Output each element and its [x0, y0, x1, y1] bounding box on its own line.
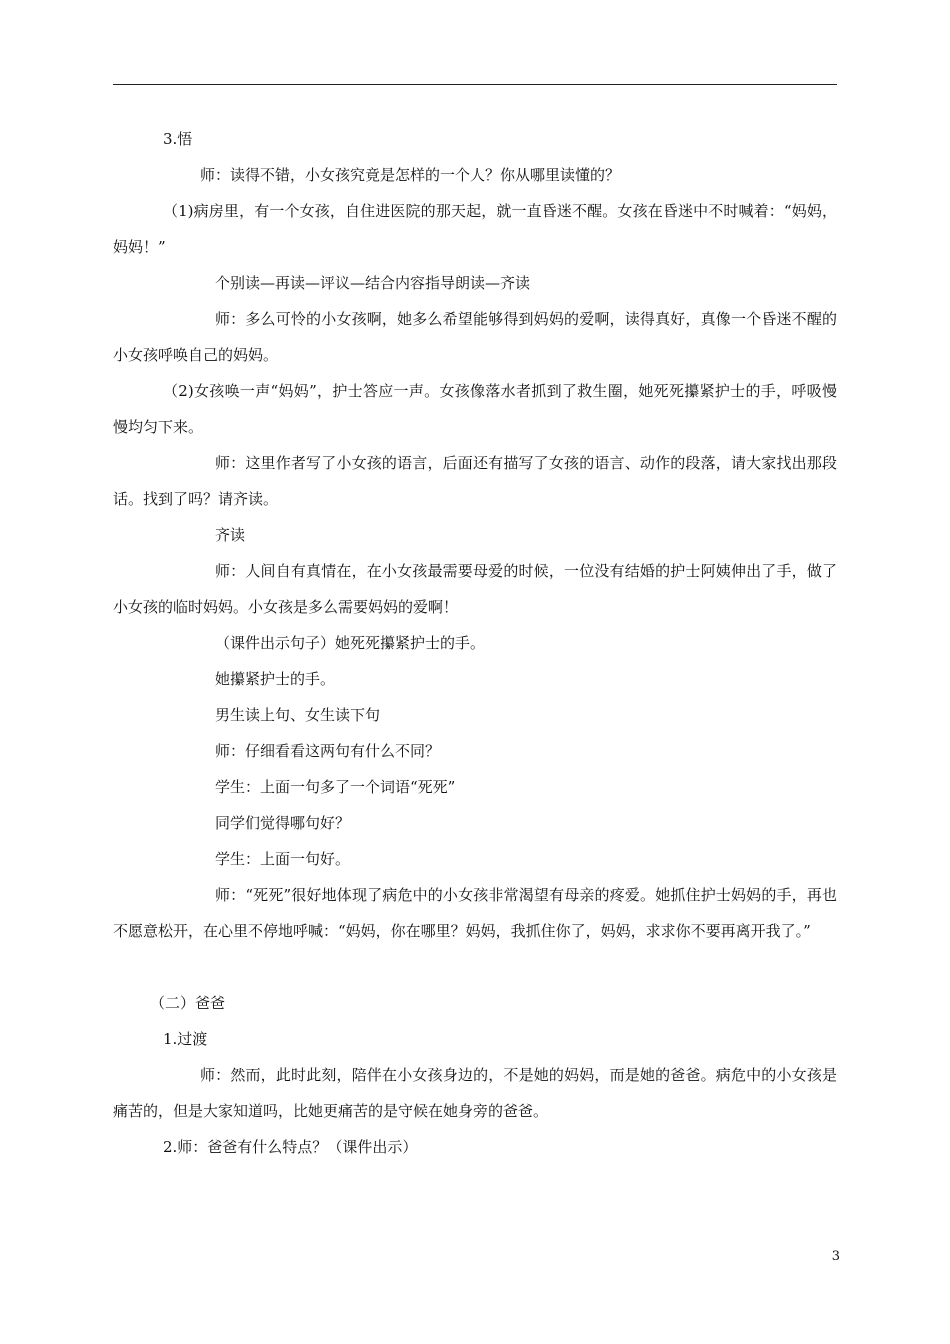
read-together: 齐读 — [215, 526, 246, 544]
teacher-comment-2: 师：这里作者写了小女孩的语言，后面还有描写了女孩的语言、动作的段落，请大家找出那段话。找到了吗？请齐读。 — [113, 454, 837, 508]
student-answer-2: 学生：上面一句好。 — [215, 850, 351, 868]
subheading-father-traits: 2.师：爸爸有什么特点？（课件出示） — [163, 1138, 418, 1156]
reading-steps: 个别读—再读—评议—结合内容指导朗读—齐读 — [215, 274, 531, 292]
sentence-variant: 她攥紧护士的手。 — [215, 670, 336, 688]
header-rule — [113, 84, 837, 85]
student-answer-1: 学生：上面一句多了一个词语“死死” — [215, 778, 456, 796]
quote-paragraph-1: （1)病房里，有一个女孩，自住进医院的那天起，就一直昏迷不醒。女孩在昏迷中不时喊着：“妈妈，妈妈！” — [113, 202, 837, 256]
teacher-comment-1: 师：多么可怜的小女孩啊，她多么希望能够得到妈妈的爱啊，读得真好，真像一个昏迷不醒的小女孩呼唤自己的妈妈。 — [113, 310, 837, 364]
teacher-question-2: 师：仔细看看这两句有什么不同？ — [215, 742, 441, 760]
teacher-comment-4: 师：“死死”很好地体现了病危中的小女孩非常渴望有母亲的疼爱。她抓住护士妈妈的手，再也不愿意松开，在心里不停地呼喊：“妈妈，你在哪里？妈妈，我抓住你了，妈妈，求求你不要再离开我了。” — [113, 886, 837, 940]
quote-paragraph-2: （2)女孩唤一声“妈妈”，护士答应一声。女孩像落水者抓到了救生圈，她死死攥紧护士的手，呼吸慢慢均匀下来。 — [113, 382, 837, 436]
page-number: 3 — [831, 1249, 840, 1264]
courseware-sentence: （课件出示句子）她死死攥紧护士的手。 — [215, 634, 486, 652]
section-heading-3-wu: 3.悟 — [163, 130, 193, 148]
reading-roles: 男生读上句、女生读下句 — [215, 706, 381, 724]
teacher-transition: 师：然而，此时此刻，陪伴在小女孩身边的，不是她的妈妈，而是她的爸爸。病危中的小女孩是痛苦的，但是大家知道吗，比她更痛苦的是守候在她身旁的爸爸。 — [113, 1066, 837, 1120]
teacher-comment-3: 师：人间自有真情在，在小女孩最需要母爱的时候，一位没有结婚的护士阿姨伸出了手，做了小女孩的临时妈妈。小女孩是多么需要妈妈的爱啊！ — [113, 562, 837, 616]
teacher-question-3: 同学们觉得哪句好？ — [215, 814, 351, 832]
subheading-transition: 1.过渡 — [163, 1030, 208, 1048]
section-heading-father: （二）爸爸 — [150, 994, 226, 1012]
teacher-question: 师：读得不错，小女孩究竟是怎样的一个人？你从哪里读懂的？ — [200, 166, 621, 184]
